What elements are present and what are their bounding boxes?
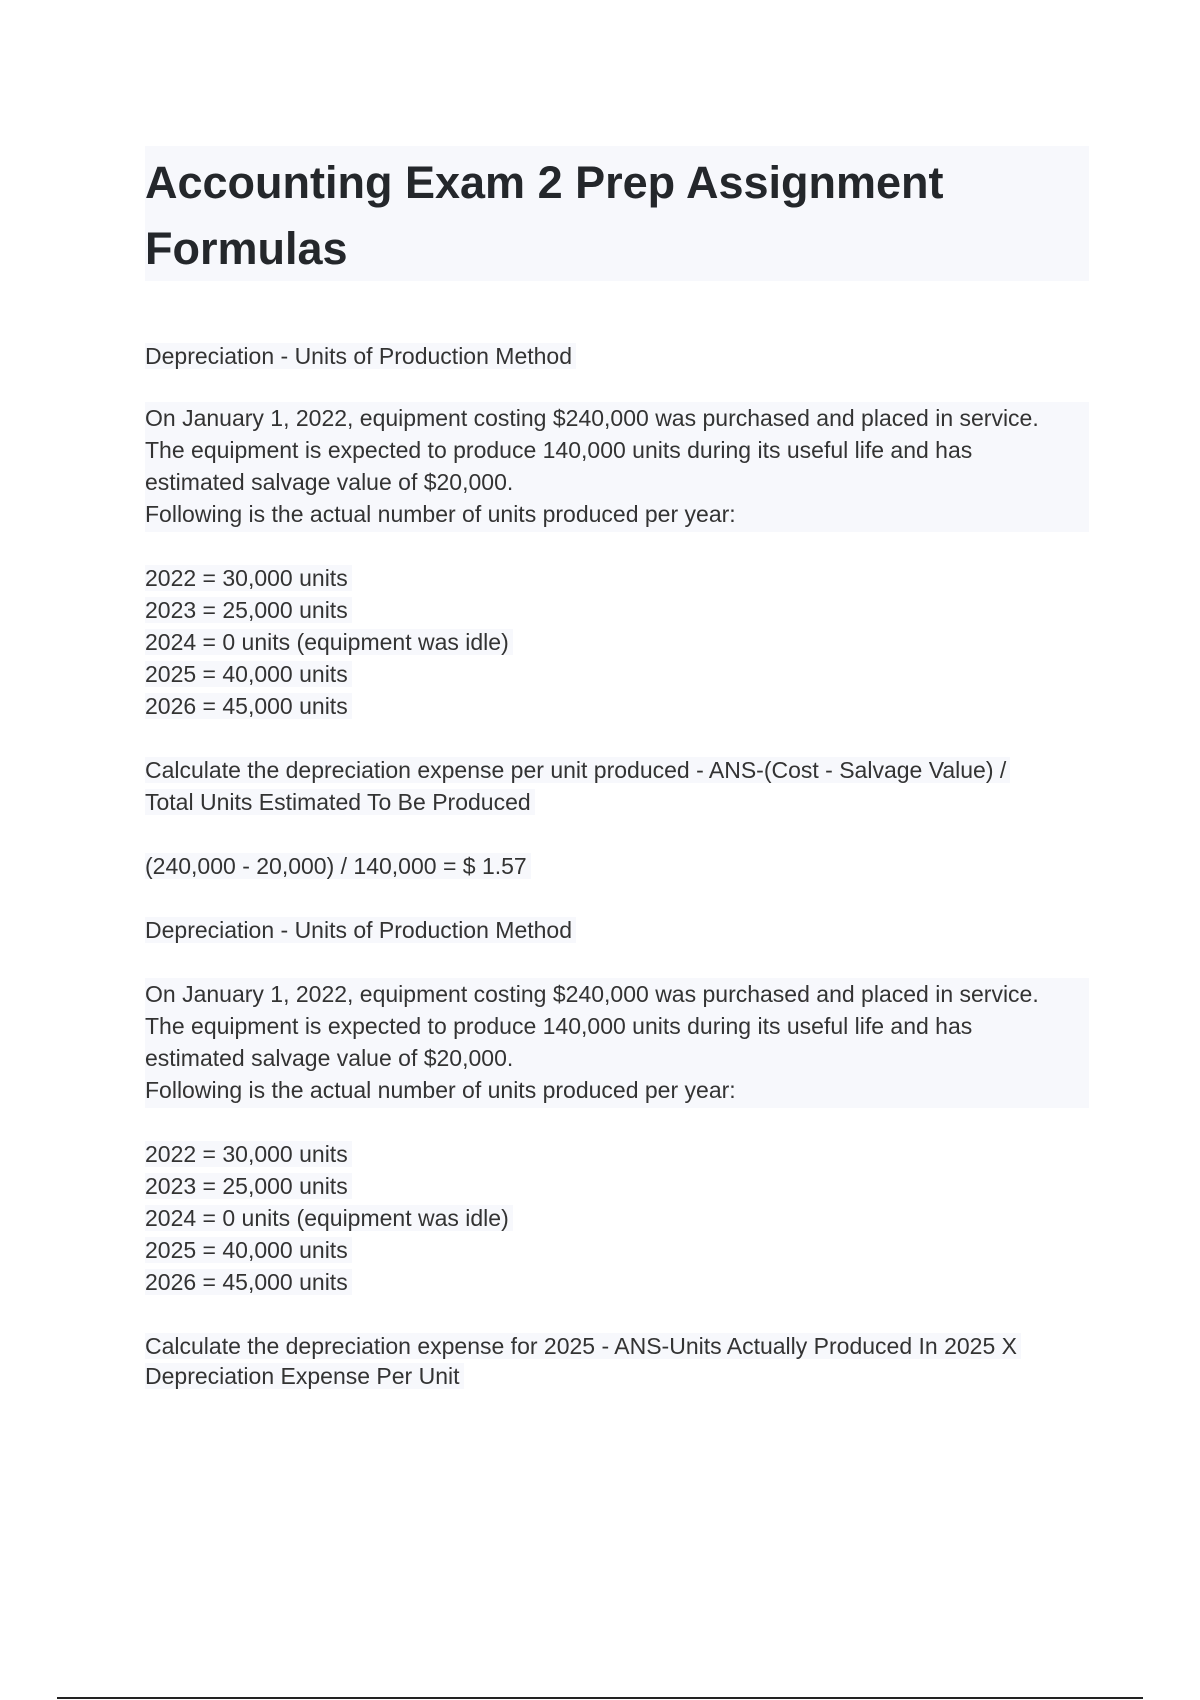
section-1-heading: Depreciation - Units of Production Method <box>145 340 576 372</box>
section-2-para-line-4: Following is the actual number of units produced per year: <box>145 1077 736 1103</box>
section-1-para-line-3: estimated salvage value of $20,000. <box>145 469 514 495</box>
section-1-unit-line: 2025 = 40,000 units <box>145 658 352 690</box>
section-2-question-line-2: Depreciation Expense Per Unit <box>145 1360 464 1392</box>
section-1-para-line-4: Following is the actual number of units produced per year: <box>145 501 736 527</box>
section-2-para-line-3: estimated salvage value of $20,000. <box>145 1045 514 1071</box>
section-2-unit-line: 2022 = 30,000 units <box>145 1138 352 1170</box>
title-block <box>145 146 1089 281</box>
section-2-unit-line: 2024 = 0 units (equipment was idle) <box>145 1202 513 1234</box>
section-2-para-line-1: On January 1, 2022, equipment costing $240,000 was purchased and placed in service. <box>145 981 1039 1007</box>
section-2-heading: Depreciation - Units of Production Method <box>145 914 576 946</box>
section-2-para-line-2: The equipment is expected to produce 140,000 units during its useful life and has <box>145 1013 973 1039</box>
document-title-line-2: Formulas <box>145 223 348 274</box>
section-1-unit-line: 2023 = 25,000 units <box>145 594 352 626</box>
section-1-question-line-1: Calculate the depreciation expense per unit produced - ANS-(Cost - Salvage Value) / <box>145 754 1010 786</box>
section-2-question-line-1: Calculate the depreciation expense for 2025 - ANS-Units Actually Produced In 2025 X <box>145 1330 1021 1362</box>
document-title-line-1: Accounting Exam 2 Prep Assignment <box>145 157 944 208</box>
section-1-unit-line: 2026 = 45,000 units <box>145 690 352 722</box>
section-1-question-line-2: Total Units Estimated To Be Produced <box>145 786 535 818</box>
section-1-unit-line: 2022 = 30,000 units <box>145 562 352 594</box>
section-2-unit-line: 2025 = 40,000 units <box>145 1234 352 1266</box>
section-1-para-line-2: The equipment is expected to produce 140,000 units during its useful life and has <box>145 437 973 463</box>
section-1-unit-line: 2024 = 0 units (equipment was idle) <box>145 626 513 658</box>
page-bottom-divider <box>57 1697 1143 1699</box>
section-2-unit-line: 2026 = 45,000 units <box>145 1266 352 1298</box>
section-1-calculation: (240,000 - 20,000) / 140,000 = $ 1.57 <box>145 850 531 882</box>
section-2-unit-line: 2023 = 25,000 units <box>145 1170 352 1202</box>
section-1-para-line-1: On January 1, 2022, equipment costing $240,000 was purchased and placed in service. <box>145 405 1039 431</box>
